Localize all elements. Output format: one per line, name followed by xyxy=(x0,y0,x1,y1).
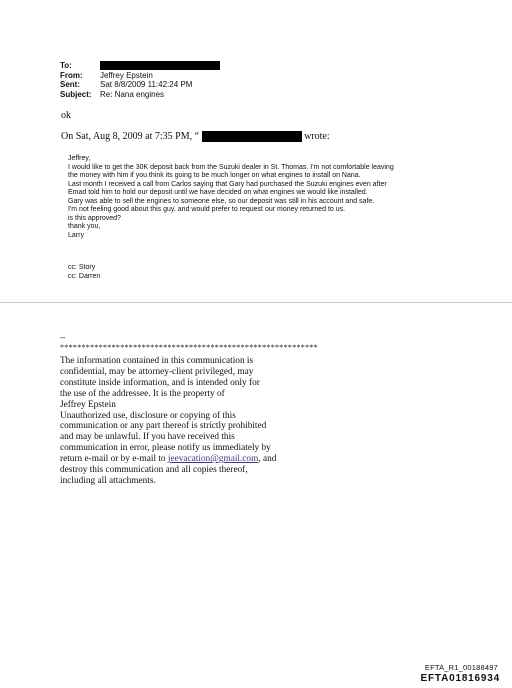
disclaimer-line: Jeffrey Epstein xyxy=(60,399,116,410)
disclaimer-link-line xyxy=(60,454,320,465)
redaction-bar xyxy=(100,61,220,70)
quoted-intro-suffix: wrote: xyxy=(304,131,330,142)
quoted-intro-prefix: On Sat, Aug 8, 2009 at 7:35 PM, “ xyxy=(61,131,200,142)
cc-list xyxy=(68,264,100,281)
redaction-bar xyxy=(202,131,302,142)
quoted-line: I would like to get the 30K deposit back from the Suzuki dealer in St. Thomas. I'm not comfortable leaving xyxy=(68,163,394,171)
disclaimer-line: the use of the addressee. It is the property of xyxy=(60,388,225,399)
quoted-line: thank you, xyxy=(68,223,101,230)
quoted-intro xyxy=(61,131,330,142)
quoted-line: Larry xyxy=(68,231,84,239)
sent-value: Sat 8/8/2009 11:42:24 PM xyxy=(100,80,193,90)
from-label: From: xyxy=(60,70,83,80)
document-id-small: EFTA_R1_00188497 xyxy=(424,663,498,672)
header-sent-row xyxy=(60,80,220,90)
subject-value: Re: Nana engines xyxy=(100,89,165,99)
disclaimer-line: destroy this communication and all copies thereof, xyxy=(60,465,248,476)
quoted-line: I'm not feeling good about this guy, and would prefer to request our money returned to us. xyxy=(68,206,346,213)
subject-label: Subject: xyxy=(60,89,92,99)
disclaimer-line: and may be unlawful. If you have received this xyxy=(60,432,235,443)
disclaimer-line: Unauthorized use, disclosure or copying of this xyxy=(60,410,236,421)
quoted-line: Jeffrey, xyxy=(68,155,91,162)
disclaimer-link-prefix: return e-mail or by e-mail to xyxy=(60,454,168,465)
page-divider xyxy=(0,302,512,303)
header-to-row xyxy=(60,61,220,71)
disclaimer-line: The information contained in this communication is xyxy=(60,356,254,366)
signature-dash: -- xyxy=(60,333,66,342)
quoted-line: Emad told him to hold our deposit until we have decided on what engines we would like installed. xyxy=(68,189,368,196)
disclaimer-line: communication or any part thereof is strictly prohibited xyxy=(60,421,267,432)
quoted-line: Last month I received a call from Carlos saying that Gary had purchased the Suzuki engines even after xyxy=(68,180,387,188)
disclaimer-line: communication in error, please notify us immediately by xyxy=(60,443,271,454)
confidentiality-disclaimer xyxy=(60,356,320,487)
quoted-line: Gary was able to sell the engines to someone else, so our deposit was still in his account and safe. xyxy=(68,197,375,205)
quoted-line: the money with him if you think its going to be much longer on what engines to install on Nana. xyxy=(68,172,361,179)
quoted-body xyxy=(68,155,488,240)
cc-line: cc: Darren xyxy=(68,272,101,280)
to-label: To: xyxy=(60,61,72,70)
email-link[interactable]: jeevacation@gmail.com xyxy=(167,454,259,465)
email-header xyxy=(60,61,220,99)
reply-text: ok xyxy=(61,110,71,121)
disclaimer-line: confidential, may be attorney-client privileged, may xyxy=(60,366,254,377)
sent-label: Sent: xyxy=(60,80,80,90)
disclaimer-line: including all attachments. xyxy=(60,475,156,486)
disclaimer-link-suffix: , and xyxy=(258,454,277,465)
document-id-large: EFTA01816934 xyxy=(420,673,500,684)
quoted-line: is this approved? xyxy=(68,214,121,222)
from-value: Jeffrey Epstein xyxy=(100,70,153,80)
signature-stars: ************************************************************ xyxy=(60,343,318,352)
header-subject-row xyxy=(60,90,220,100)
cc-line: cc: Story xyxy=(68,264,96,271)
header-from-row xyxy=(60,71,220,81)
disclaimer-line: constitute inside information, and is intended only for xyxy=(60,377,260,388)
